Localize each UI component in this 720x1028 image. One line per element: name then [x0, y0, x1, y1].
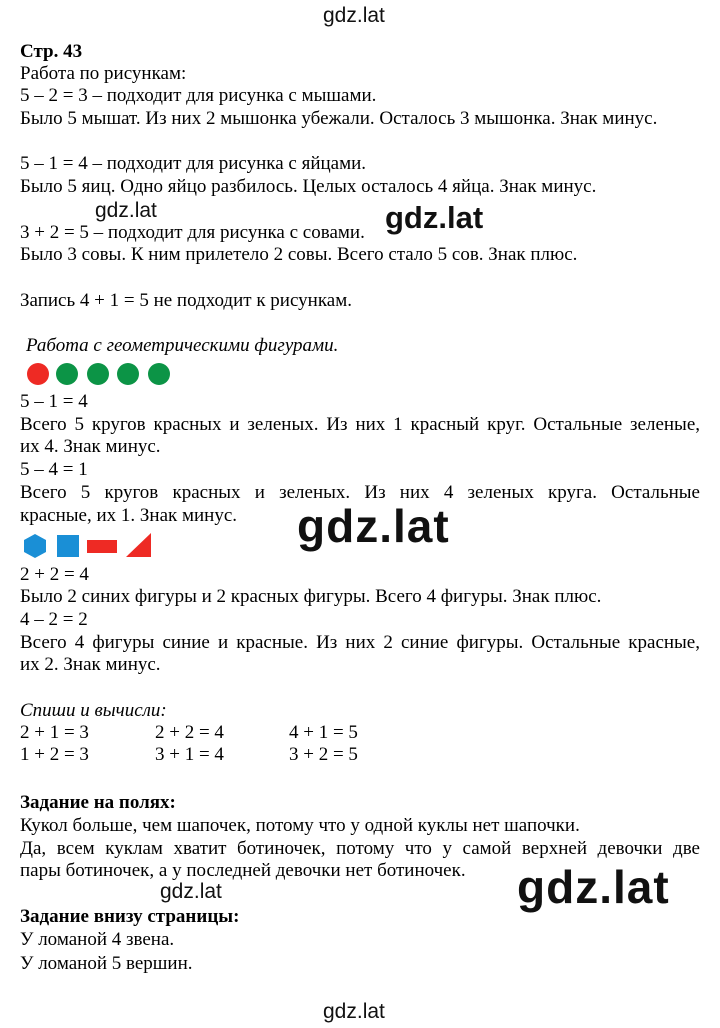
owls-explanation: Было 3 совы. К ним прилетело 2 совы. Всего стало 5 сов. Знак плюс.: [20, 244, 578, 265]
dolls-boots-answer-a: Да, всем куклам хватит ботиночек, потому что у самой верхней девочки две: [20, 838, 700, 859]
circles-explanation-2b: красные, их 1. Знак минус.: [20, 505, 238, 526]
calc-cell: 3 + 1 = 4: [155, 744, 224, 765]
green-circle-icon: [56, 363, 78, 385]
section-title-geometry: Работа с геометрическими фигурами.: [26, 335, 339, 356]
unmatched-record: Запись 4 + 1 = 5 не подходит к рисункам.: [20, 290, 352, 311]
watermark-mid-right: gdz.lat: [385, 200, 484, 235]
watermark-top: gdz.lat: [323, 4, 385, 27]
blue-square-icon: [57, 535, 79, 557]
section-title-calculate: Спиши и вычисли:: [20, 700, 167, 721]
mice-equation: 5 – 2 = 3 – подходит для рисунка с мышами.: [20, 85, 377, 106]
calc-cell: 1 + 2 = 3: [20, 744, 89, 765]
figures-explanation-1: Было 2 синих фигуры и 2 красных фигуры. Всего 4 фигуры. Знак плюс.: [20, 586, 602, 607]
circles-explanation-1a: Всего 5 кругов красных и зеленых. Из них 1 красный круг. Остальные зеленые,: [20, 414, 700, 435]
watermark-bottom: gdz.lat: [323, 1000, 385, 1023]
figures-equation-2: 4 – 2 = 2: [20, 609, 88, 630]
calc-cell: 3 + 2 = 5: [289, 744, 358, 765]
watermark-lower-big: gdz.lat: [517, 861, 670, 913]
calc-cell: 2 + 2 = 4: [155, 722, 224, 743]
figures-equation-1: 2 + 2 = 4: [20, 564, 89, 585]
eggs-explanation: Было 5 яиц. Одно яйцо разбилось. Целых осталось 4 яйца. Знак минус.: [20, 176, 597, 197]
circles-equation-1: 5 – 1 = 4: [20, 391, 88, 412]
red-triangle-icon: [125, 532, 153, 558]
owls-equation: 3 + 2 = 5 – подходит для рисунка с совами.: [20, 222, 365, 243]
mice-explanation: Было 5 мышат. Из них 2 мышонка убежали. Осталось 3 мышонка. Знак минус.: [20, 108, 658, 129]
section-title-margin-task: Задание на полях:: [20, 792, 176, 813]
green-circle-icon: [87, 363, 109, 385]
calc-cell: 4 + 1 = 5: [289, 722, 358, 743]
green-circle-icon: [117, 363, 139, 385]
watermark-lower-small: gdz.lat: [160, 880, 222, 903]
watermark-small-left: gdz.lat: [95, 199, 157, 222]
eggs-equation: 5 – 1 = 4 – подходит для рисунка с яйцами.: [20, 153, 367, 174]
red-circle-icon: [27, 363, 49, 385]
page-heading: Стр. 43: [20, 41, 83, 62]
red-rectangle-icon: [87, 540, 117, 553]
circles-equation-2: 5 – 4 = 1: [20, 459, 88, 480]
circles-explanation-2a: Всего 5 кругов красных и зеленых. Из них 4 зеленых круга. Остальные: [20, 482, 700, 503]
dolls-hats-answer: Кукол больше, чем шапочек, потому что у одной куклы нет шапочки.: [20, 815, 580, 836]
calc-cell: 2 + 1 = 3: [20, 722, 89, 743]
dolls-boots-answer-b: пары ботиночек, а у последней девочки нет ботиночек.: [20, 860, 466, 881]
green-circle-icon: [148, 363, 170, 385]
figures-explanation-2b: их 2. Знак минус.: [20, 654, 161, 675]
figures-explanation-2a: Всего 4 фигуры синие и красные. Из них 2 синие фигуры. Остальные красные,: [20, 632, 700, 653]
polyline-vertices-answer: У ломаной 5 вершин.: [20, 953, 193, 974]
section-title-pictures: Работа по рисункам:: [20, 63, 187, 84]
circles-explanation-1b: их 4. Знак минус.: [20, 436, 161, 457]
polyline-segments-answer: У ломаной 4 звена.: [20, 929, 175, 950]
watermark-center-big: gdz.lat: [297, 500, 450, 552]
section-title-bottom-task: Задание внизу страницы:: [20, 906, 240, 927]
blue-hexagon-icon: [22, 533, 48, 559]
